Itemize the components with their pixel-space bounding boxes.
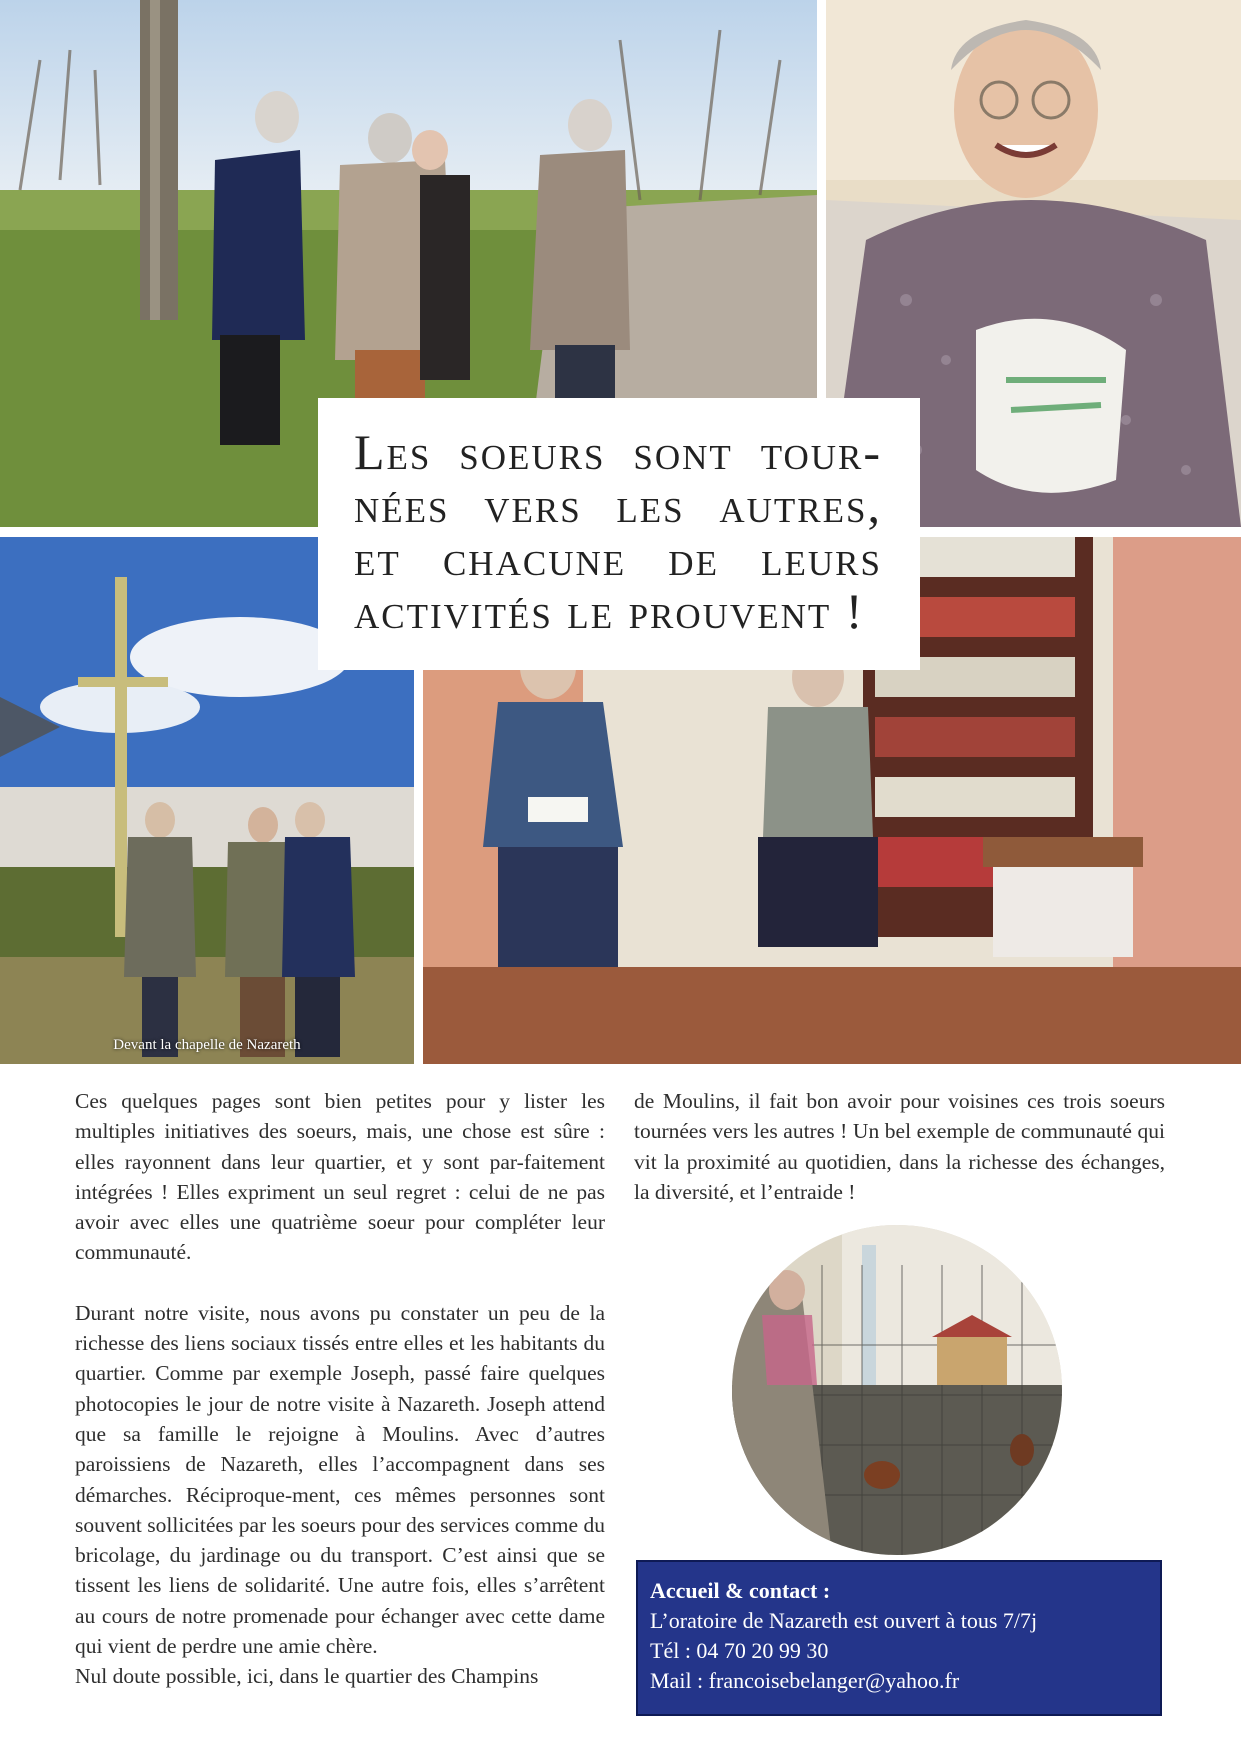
article-paragraph: Ces quelques pages sont bien petites pour y lister les multiples initiatives des soeurs, mais, une chose est sûre : elles rayonnent dans leur quartier, et y sont par-faitement intégrées ! Elles expriment un seul regret : celui de ne pas avoir avec elles une quatrième soeur pour compléter leur communauté. [75, 1089, 605, 1265]
headline: Les soeurs sont tour-nées vers les autres, et chacune de leurs activités le prouvent ! [354, 424, 882, 639]
photo-chicken-coop [732, 1225, 1062, 1555]
headline-box [318, 398, 920, 670]
article-column-right [634, 1086, 1165, 1207]
photo-caption: Devant la chapelle de Nazareth [113, 1037, 301, 1053]
contact-phone: Tél : 04 70 20 99 30 [650, 1638, 829, 1663]
contact-opening-hours: L’oratoire de Nazareth est ouvert à tous 7/7j [650, 1608, 1038, 1633]
contact-title: Accueil & contact : [650, 1578, 831, 1603]
contact-box [636, 1560, 1162, 1716]
contact-email: Mail : francoisebelanger@yahoo.fr [650, 1668, 960, 1693]
article-paragraph: Durant notre visite, nous avons pu constater un peu de la richesse des liens sociaux tissés entre elles et les habitants du quartier. Comme par exemple Joseph, passé faire quelques photocopies le jour de notre visite à Nazareth. Joseph attend que sa famille le rejoigne à Moulins. Avec d’autres paroissiens de Nazareth, elles l’accompagnent dans ses démarches. Réciproque-ment, ces mêmes personnes sont souvent sollicitées par les soeurs pour des services comme du bricolage, du jardinage ou du transport. C’est ainsi que se tissent les liens de solidarité. Une autre fois, elles s’arrêtent au cours de notre promenade pour échanger avec cette dame qui vient de perdre une amie chère. [75, 1300, 605, 1659]
article-column-left [75, 1086, 605, 1692]
article-paragraph: Nul doute possible, ici, dans le quartier des Champins [75, 1664, 539, 1689]
article-paragraph: de Moulins, il fait bon avoir pour voisines ces trois soeurs tournées vers les autres ! Un bel exemple de communauté qui vit la proximité au quotidien, dans la richesse des échanges, la diversité, et l’entraide ! [634, 1089, 1165, 1204]
